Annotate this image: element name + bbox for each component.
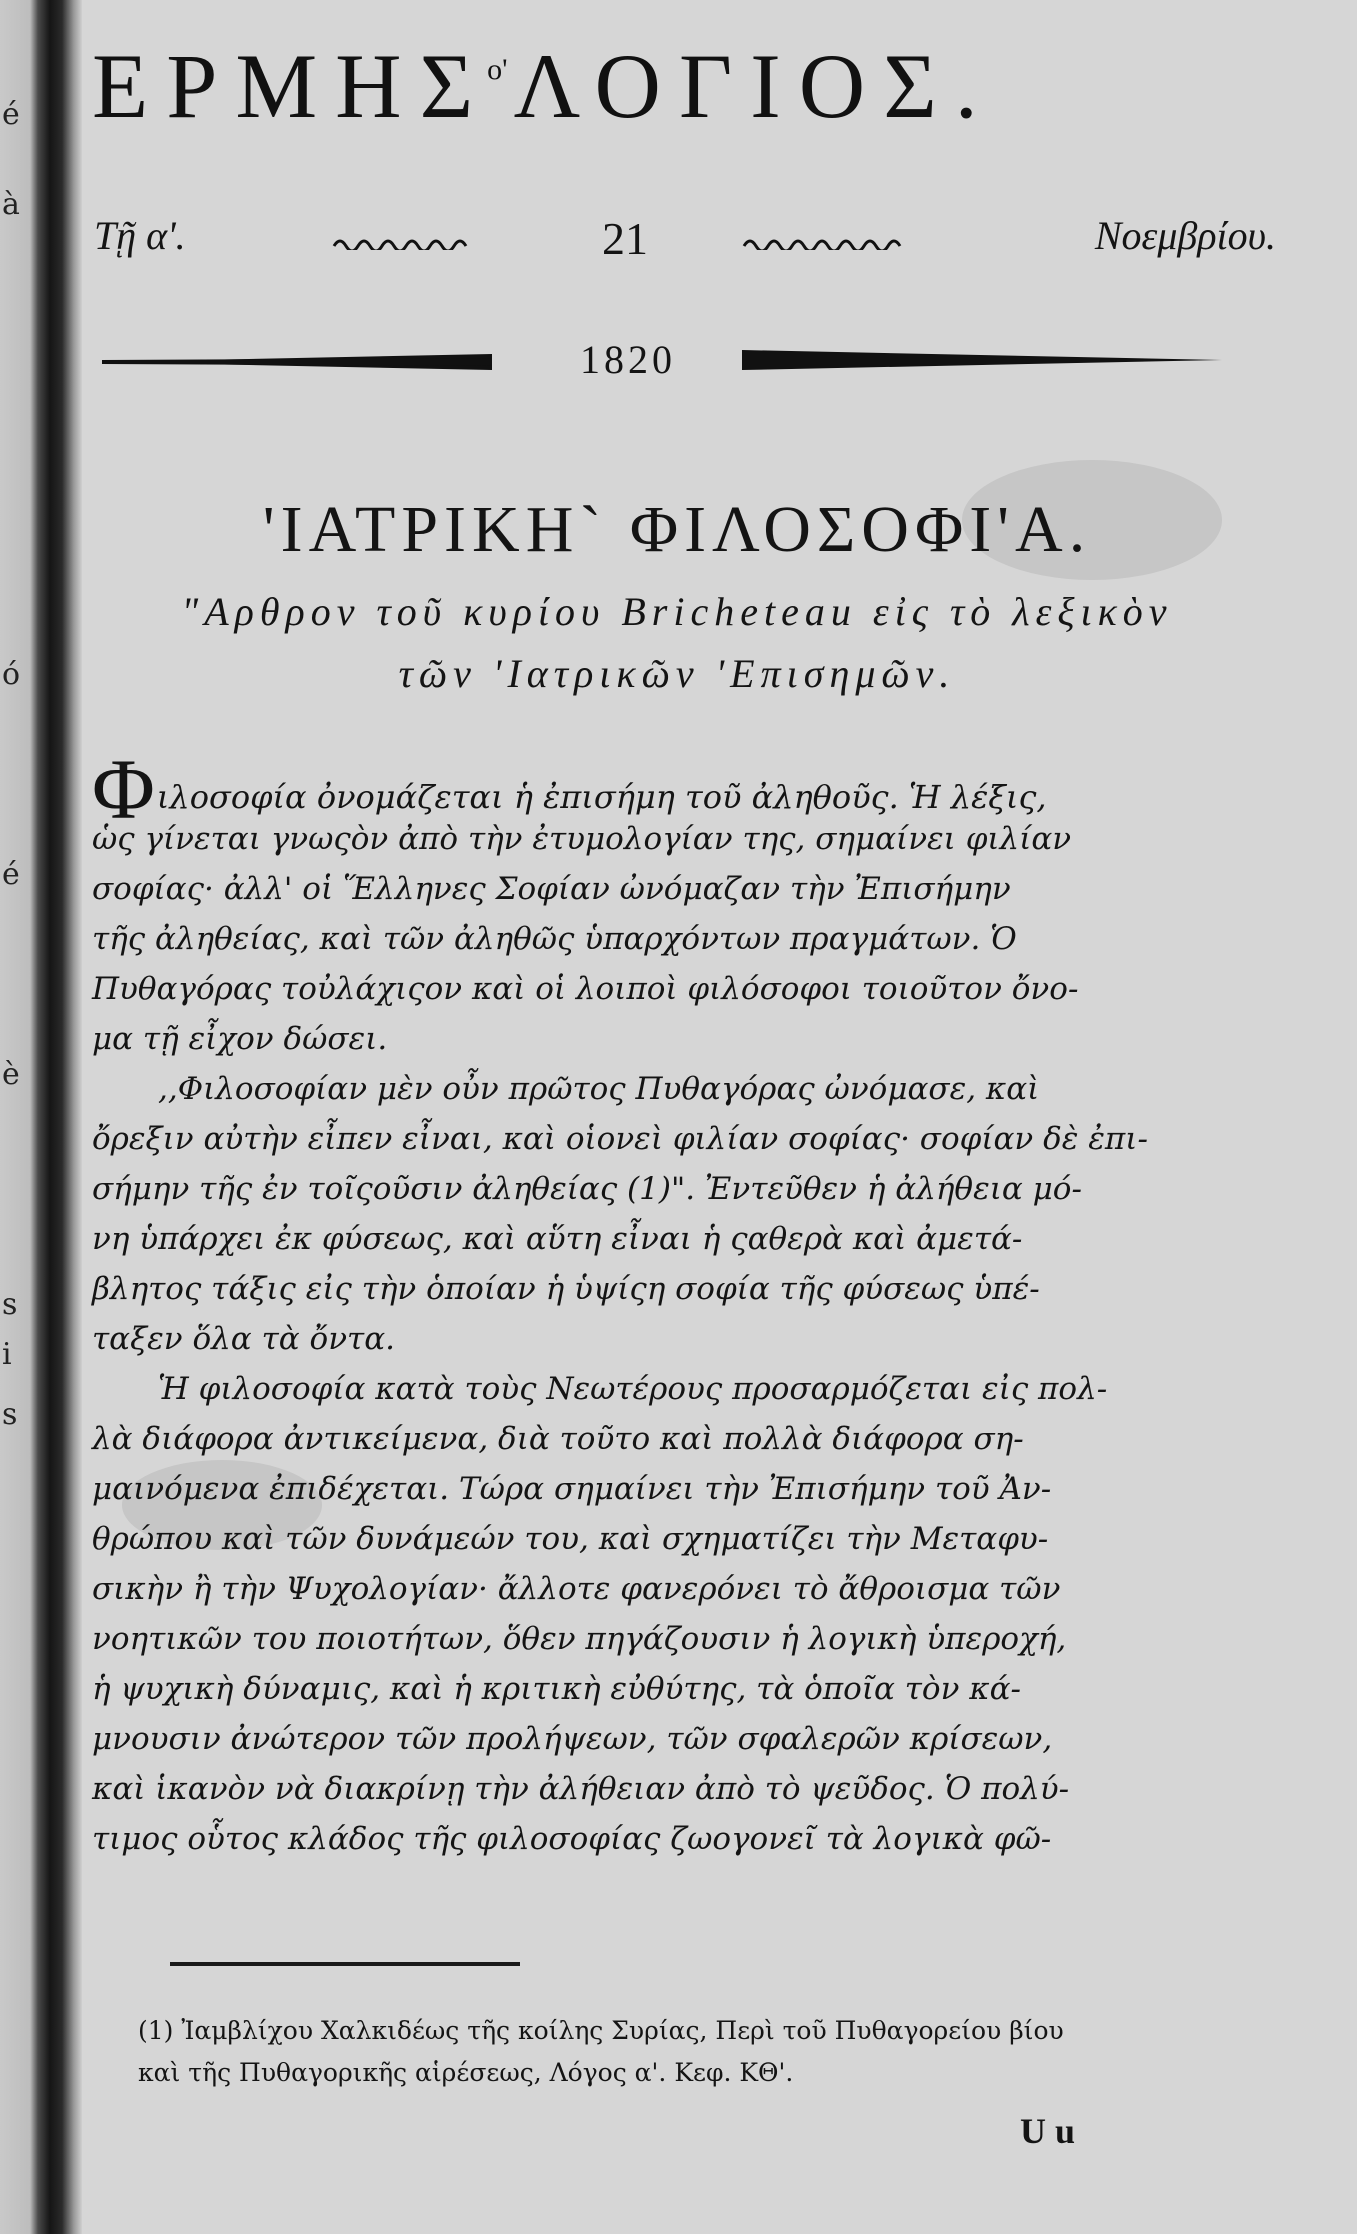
masthead-ordinal: ο' [487,53,508,86]
body-line: τῆς ἀληθείας, καὶ τῶν ἀληθῶς ὑπαρχόντων πραγμάτων. Ὁ [92,921,1017,957]
article-title: 'ΙΑΤΡΙΚΗ` ΦΙΛΟΣΟΦΙ'Α. [262,493,1092,566]
edge-glyph: s [2,1397,18,1432]
body-line: Ἡ φιλοσοφία κατὰ τοὺς Νεωτέρους προσαρμόζεται εἰς πολ- [158,1371,1108,1407]
footnote-rule [170,1962,520,1966]
edge-glyph: i [2,1337,12,1372]
issue-day: 21 [602,213,648,264]
body-line: ταξεν ὅλα τὰ ὄντα. [92,1321,395,1357]
edge-glyph: é [2,857,20,892]
edge-glyph: s [2,1287,18,1322]
issue-month: Νοεμβρίου. [1094,213,1276,258]
body-line: ἡ ψυχικὴ δύναμις, καὶ ἡ κριτικὴ εὐθύτης, τὰ ὁποῖα τὸν κά- [92,1671,1022,1707]
body-line: ,,Φιλοσοφίαν μὲν οὖν πρῶτος Πυθαγόρας ὠνόμασε, καὶ [158,1071,1040,1107]
article-subtitle-line1: "Αρθρον τοῦ κυρίου Bricheteau εἰς τὸ λεξικὸν [181,589,1173,634]
book-binding [0,0,82,2234]
body-line: μνουσιν ἀνώτερον τῶν προλήψεων, τῶν σφαλερῶν κρίσεων, [92,1721,1053,1757]
masthead-title-left: ΕΡΜΗΣ [92,35,492,137]
body-line-text: ιλοσοφία ὀνομάζεται ἡ ἐπισήμη τοῦ ἀληθοῦς. Ἡ λέξις, [156,778,1047,816]
body-line: μαινόμενα ἐπιδέχεται. Τώρα σημαίνει τὴν Ἐπισήμην τοῦ Ἀν- [92,1471,1052,1507]
newspaper-page [82,0,1357,2234]
edge-glyph: é [2,97,20,132]
article-body [92,741,1202,1864]
body-line: τιμος οὗτος κλάδος τῆς φιλοσοφίας ζωογονεῖ τὰ λογικὰ φῶ- [92,1821,1052,1857]
edge-glyph: à [2,187,20,222]
article-subtitle-line2: τῶν 'Ιατρικῶν 'Επισημῶν. [398,651,956,696]
footnote-line2: καὶ τῆς Πυθαγορικῆς αἱρέσεως, Λόγος α'. Κεφ. ΚΘ'. [138,2058,794,2087]
edge-glyph: è [2,1057,20,1092]
signature-mark: U u [1020,2111,1076,2151]
body-line: σήμην τῆς ἐν τοῖςοῦσιν ἀληθείας (1)". Ἐντεῦθεν ἡ ἀλήθεια μό- [92,1171,1082,1207]
dateline [82,212,1276,272]
body-line: σικὴν ἢ τὴν Ψυχολογίαν· ἄλλοτε φανερόνει τὸ ἄθροισμα τῶν [92,1571,1061,1607]
wavy-ornament-left [332,234,472,250]
edge-glyph: ó [2,657,21,692]
body-line: θρώπου καὶ τῶν δυνάμεών του, καὶ σχηματίζει τὴν Μεταφυ- [92,1521,1049,1557]
body-line: λὰ διάφορα ἀντικείμενα, διὰ τοῦτο καὶ πολλὰ διάφορα ση- [92,1421,1024,1457]
body-line [92,741,1202,837]
body-line: μα τῇ εἶχον δώσει. [92,1021,388,1057]
wavy-ornament-right [742,234,902,250]
masthead [92,35,1272,137]
body-line: Πυθαγόρας τοὐλάχιςον καὶ οἱ λοιποὶ φιλόσοφοι τοιοῦτον ὄνο- [92,971,1079,1007]
body-line: βλητος τάξις εἰς τὴν ὁποίαν ἡ ὑψίςη σοφία τῆς φύσεως ὑπέ- [92,1271,1040,1307]
body-line: νοητικῶν του ποιοτήτων, ὅθεν πηγάζουσιν ἡ λογικὴ ὑπεροχή, [92,1621,1067,1657]
body-line: ὄρεξιν αὐτὴν εἶπεν εἶναι, καὶ οἱονεὶ φιλίαν σοφίας· σοφίαν δὲ ἐπι- [92,1121,1148,1157]
body-line: νη ὑπάρχει ἐκ φύσεως, καὶ αὕτη εἶναι ἡ ςαθερὰ καὶ ἀμετά- [92,1221,1023,1257]
issue-number: Τῇ α'. [94,213,186,258]
body-line: καὶ ἱκανὸν νὰ διακρίνῃ τὴν ἀλήθειαν ἀπὸ τὸ ψεῦδος. Ὁ πολύ- [92,1771,1070,1807]
footnote-line1: (1) Ἰαμβλίχου Χαλκιδέως τῆς κοίλης Συρίας, Περὶ τοῦ Πυθαγορείου βίου [138,2016,1064,2045]
year: 1820 [580,337,676,382]
body-line: ὡς γίνεται γνωςὸν ἀπὸ τὴν ἐτυμολογίαν της, σημαίνει φιλίαν [92,821,1072,857]
body-line: σοφίας· ἀλλ' οἱ Ἕλληνες Σοφίαν ὠνόμαζαν τὴν Ἐπισήμην [92,871,1011,907]
masthead-title-right: ΛΟΓΙΟΣ. [513,35,996,137]
drop-cap: Φ [92,741,155,837]
year-rule [102,340,1282,380]
